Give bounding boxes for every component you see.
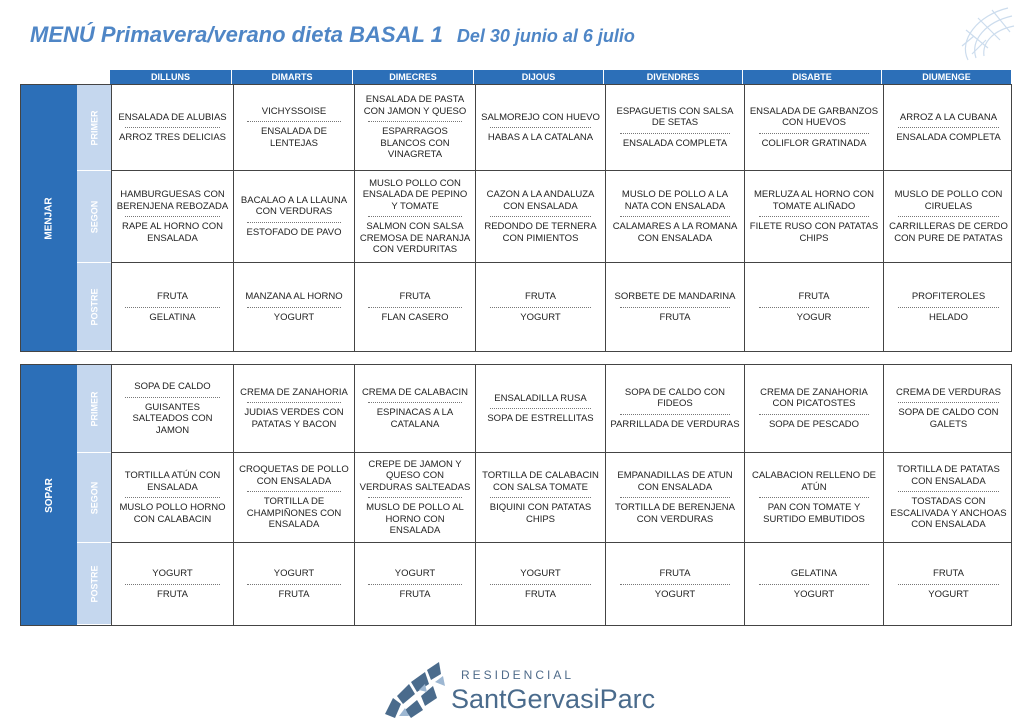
dish: BACALAO A LA LLAUNA CON VERDURAS [240, 194, 348, 218]
dish: PARRILLADA DE VERDURAS [610, 418, 740, 430]
dish: ENSALADILLA RUSA [494, 392, 587, 404]
section-label: SOPAR [21, 365, 77, 625]
dish: GUISANTES SALTEADOS CON JAMON [132, 401, 213, 436]
dish: EMPANADILLAS DE ATUN CON ENSALADA [617, 470, 733, 493]
menu-dates: Del 30 junio al 6 julio [456, 26, 635, 46]
dish-separator [759, 497, 868, 498]
dish: MUSLO POLLO HORNO CON CALABACIN [119, 502, 226, 525]
dish: COLIFLOR GRATINADA [761, 137, 867, 149]
dish-separator [247, 584, 341, 585]
table-row [111, 453, 1011, 543]
menu-cell [354, 453, 475, 542]
dish-separator [898, 307, 1000, 308]
dish: CREMA DE ZANAHORIA CON PICATOSTES [760, 386, 868, 410]
dish: BIQUINI CON PATATAS CHIPS [489, 502, 592, 525]
dish: ENSALADA DE ALUBIAS [118, 111, 227, 123]
menu-cell [475, 543, 605, 625]
dish: CAZON A LA ANDALUZA CON ENSALADA [486, 189, 595, 212]
menu-cell [111, 543, 233, 625]
dish: SOPA DE PESCADO [768, 418, 860, 430]
dish: ESTOFADO DE PAVO [246, 226, 342, 238]
day-header-cell: DIMARTS [232, 70, 353, 84]
dish-separator [247, 402, 341, 403]
dish: PAN CON TOMATE Y SURTIDO EMBUTIDOS [763, 502, 865, 525]
dish: FLAN CASERO [381, 311, 449, 323]
dish: YOGURT [273, 311, 315, 323]
menu-cell [111, 453, 233, 542]
dish-separator [247, 491, 341, 492]
dish: FRUTA [399, 588, 431, 600]
dish-separator [490, 584, 592, 585]
day-header-cell: DISABTE [743, 70, 882, 84]
menu-cell [883, 85, 1013, 170]
dish-separator [490, 307, 592, 308]
menu-cell [233, 453, 354, 542]
dish: ENSALADA DE GARBANZOS CON HUEVOS [749, 105, 879, 129]
dish-separator [898, 216, 1000, 217]
course-label: SEGON [77, 453, 111, 543]
dish: CREMA DE CALABACIN [361, 386, 469, 398]
menu-cell [233, 263, 354, 351]
dish: YOGURT [793, 588, 835, 600]
dish: TORTILLA ATÚN CON ENSALADA [124, 470, 221, 493]
menu-cell [111, 365, 233, 452]
dish: YOGURT [520, 311, 561, 323]
menu-cell [111, 85, 233, 170]
menu-cell [354, 365, 475, 452]
dish: HABAS A LA CATALANA [487, 132, 594, 143]
dish: CALAMARES A LA ROMANA CON ENSALADA [612, 221, 738, 244]
dish: HAMBURGUESAS CON BERENJENA REBOZADA [116, 189, 229, 212]
dish: TORTILLA DE CALABACIN CON SALSA TOMATE [482, 470, 599, 493]
dish-separator [247, 222, 341, 223]
dish: CREPE DE JAMON Y QUESO CON VERDURAS SALTEADAS [359, 458, 471, 493]
page-title [30, 22, 635, 48]
dish: JUDIAS VERDES CON PATATAS Y BACON [244, 407, 344, 430]
dish: FRUTA [399, 291, 431, 302]
dish: VICHYSSOISE [261, 105, 327, 117]
dish: SALMOREJO CON HUEVO [481, 111, 600, 123]
dish: GELATINA [149, 311, 196, 323]
menu-cell [744, 453, 883, 542]
menu-cell [233, 543, 354, 625]
menu-cell [605, 543, 744, 625]
dish: TORTILLA DE CHAMPIÑONES CON ENSALADA [246, 496, 342, 531]
footer-brand: SantGervasiParc [451, 684, 656, 714]
menu-grid [111, 365, 1011, 625]
menu-cell [233, 171, 354, 262]
footer-residencial: RESIDENCIAL [461, 668, 575, 682]
menu-cell [475, 365, 605, 452]
menu-cell [883, 365, 1013, 452]
course-label: POSTRE [77, 543, 111, 625]
dish: ESPAGUETIS CON SALSA DE SETAS [616, 105, 734, 129]
dish: ESPARRAGOS BLANCOS CON VINAGRETA [380, 126, 450, 161]
dish: SALMON CON SALSA CREMOSA DE NARANJA CON VERDURITAS [359, 221, 471, 255]
menu-cell [354, 85, 475, 170]
dish-separator [368, 307, 462, 308]
day-header [110, 70, 1012, 84]
menu-cell [475, 171, 605, 262]
menu-cell [475, 85, 605, 170]
dish-separator [490, 408, 592, 409]
dish: YOGURT [520, 568, 561, 579]
dish-separator [490, 497, 592, 498]
menu-cell [354, 263, 475, 351]
course-label: SEGON [77, 171, 111, 263]
section-sopar [20, 364, 1012, 626]
day-header-cell: DIMECRES [353, 70, 474, 84]
menu-cell [605, 171, 744, 262]
menu-cell [354, 543, 475, 625]
course-label: PRIMER [77, 365, 111, 453]
dish: MUSLO DE POLLO AL HORNO CON ENSALADA [366, 502, 464, 536]
sgp-logo-icon [375, 654, 455, 720]
menu-cell [111, 171, 233, 262]
course-label: POSTRE [77, 263, 111, 351]
dish: YOGUR [796, 311, 832, 323]
section-label: MENJAR [21, 85, 77, 351]
dish: YOGURT [394, 568, 436, 579]
dish: CROQUETAS DE POLLO CON ENSALADA [239, 464, 349, 487]
menu-cell [744, 171, 883, 262]
menu-cell [111, 263, 233, 351]
menu-cell [354, 171, 475, 262]
dish: FRUTA [933, 568, 964, 579]
menu-cell [475, 453, 605, 542]
dish: YOGURT [654, 588, 696, 600]
dish-separator [368, 121, 462, 122]
dish: SOPA DE ESTRELLITAS [487, 413, 594, 424]
dish: ARROZ A LA CUBANA [899, 111, 998, 123]
dish: FRUTA [798, 291, 830, 302]
day-header-cell: DIUMENGE [882, 70, 1012, 84]
menu-cell [605, 365, 744, 452]
dish: FRUTA [659, 568, 691, 579]
dish: ENSALADA DE LENTEJAS [261, 126, 327, 149]
dish-separator [898, 491, 1000, 492]
dish: SOPA DE CALDO CON FIDEOS [624, 386, 726, 410]
table-row [111, 171, 1011, 263]
dish: CALABACION RELLENO DE ATÚN [751, 470, 877, 493]
dish: ENSALADA DE PASTA CON JAMON Y QUESO [363, 94, 467, 117]
dish-separator [898, 584, 1000, 585]
dish-separator [620, 497, 729, 498]
dish: SORBETE DE MANDARINA [614, 291, 736, 302]
dish: RAPE AL HORNO CON ENSALADA [121, 221, 223, 244]
dish-separator [620, 307, 729, 308]
dish-separator [620, 414, 729, 415]
dish: ENSALADA COMPLETA [896, 132, 1001, 143]
dish-separator [368, 402, 462, 403]
dish-separator [490, 216, 592, 217]
dish: GELATINA [790, 568, 838, 579]
dish-separator [898, 127, 1000, 128]
dish: FRUTA [278, 588, 310, 600]
dish: ESPINACAS A LA CATALANA [376, 407, 454, 430]
dish: MANZANA AL HORNO [245, 291, 343, 302]
menu-cell [883, 543, 1013, 625]
dish-separator [125, 216, 220, 217]
dish: SOPA DE CALDO CON GALETS [898, 407, 999, 430]
dish: YOGURT [273, 568, 315, 579]
section-menjar [20, 84, 1012, 352]
dish-separator [620, 584, 729, 585]
menu-cell [744, 85, 883, 170]
menu-cell [233, 365, 354, 452]
dish-separator [368, 584, 462, 585]
menu-cell [744, 543, 883, 625]
menu-cell [605, 263, 744, 351]
dish-separator [125, 497, 220, 498]
dish-separator [620, 216, 729, 217]
dish: FRUTA [525, 291, 556, 302]
dish: YOGURT [152, 568, 193, 579]
dish: TOSTADAS CON ESCALIVADA Y ANCHOAS CON ENSALADA [890, 496, 1007, 531]
globe-logo-icon [948, 0, 1018, 64]
menu-cell [883, 263, 1013, 351]
dish-separator [759, 307, 868, 308]
dish: TORTILLA DE BERENJENA CON VERDURAS [614, 502, 736, 525]
menu-title: MENÚ Primavera/verano dieta BASAL 1 [30, 22, 443, 47]
dish-separator [490, 127, 592, 128]
dish: FRUTA [525, 588, 556, 600]
dish-separator [898, 402, 1000, 403]
dish: MERLUZA AL HORNO CON TOMATE ALIÑADO [753, 189, 874, 212]
table-row [111, 365, 1011, 453]
footer-logo [375, 654, 725, 720]
dish-separator [759, 414, 868, 415]
dish: PROFITEROLES [911, 291, 986, 302]
day-header-cell: DILLUNS [110, 70, 232, 84]
course-label: PRIMER [77, 85, 111, 171]
dish-separator [620, 133, 729, 134]
menu-cell [883, 171, 1013, 262]
dish-separator [247, 307, 341, 308]
menu-cell [233, 85, 354, 170]
dish-separator [368, 497, 462, 498]
menu-cell [605, 453, 744, 542]
dish: YOGURT [928, 588, 969, 600]
dish-separator [759, 584, 868, 585]
dish: MUSLO POLLO CON ENSALADA DE PEPINO Y TOMATE [362, 177, 468, 212]
dish: HELADO [928, 311, 969, 323]
day-header-cell: DIJOUS [474, 70, 604, 84]
dish: MUSLO DE POLLO A LA NATA CON ENSALADA [621, 189, 729, 212]
dish: FRUTA [157, 588, 188, 600]
dish: ARROZ TRES DELICIAS [119, 132, 226, 143]
day-header-cell: DIVENDRES [604, 70, 743, 84]
menu-cell [883, 453, 1013, 542]
table-row [111, 263, 1011, 351]
dish-separator [247, 121, 341, 122]
dish: FRUTA [157, 291, 188, 302]
menu-grid [111, 85, 1011, 351]
dish: MUSLO DE POLLO CON CIRUELAS [894, 189, 1003, 212]
menu-cell [605, 85, 744, 170]
menu-cell [744, 365, 883, 452]
dish: FILETE RUSO CON PATATAS CHIPS [749, 221, 879, 244]
dish: CARRILLERAS DE CERDO CON PURE DE PATATAS [889, 221, 1008, 244]
dish-separator [759, 216, 868, 217]
dish-separator [125, 397, 220, 398]
dish: CREMA DE VERDURAS [895, 386, 1002, 398]
dish: SOPA DE CALDO [134, 381, 211, 392]
dish-separator [368, 216, 462, 217]
dish-separator [125, 584, 220, 585]
dish: FRUTA [659, 311, 691, 323]
dish: CREMA DE ZANAHORIA [240, 386, 348, 398]
dish-separator [759, 133, 868, 134]
table-row [111, 85, 1011, 171]
dish: ENSALADA COMPLETA [622, 137, 728, 149]
menu-cell [744, 263, 883, 351]
dish: REDONDO DE TERNERA CON PIMIENTOS [484, 221, 597, 244]
dish-separator [125, 307, 220, 308]
menu-cell [475, 263, 605, 351]
table-row [111, 543, 1011, 625]
dish: TORTILLA DE PATATAS CON ENSALADA [897, 464, 1000, 487]
dish-separator [125, 127, 220, 128]
